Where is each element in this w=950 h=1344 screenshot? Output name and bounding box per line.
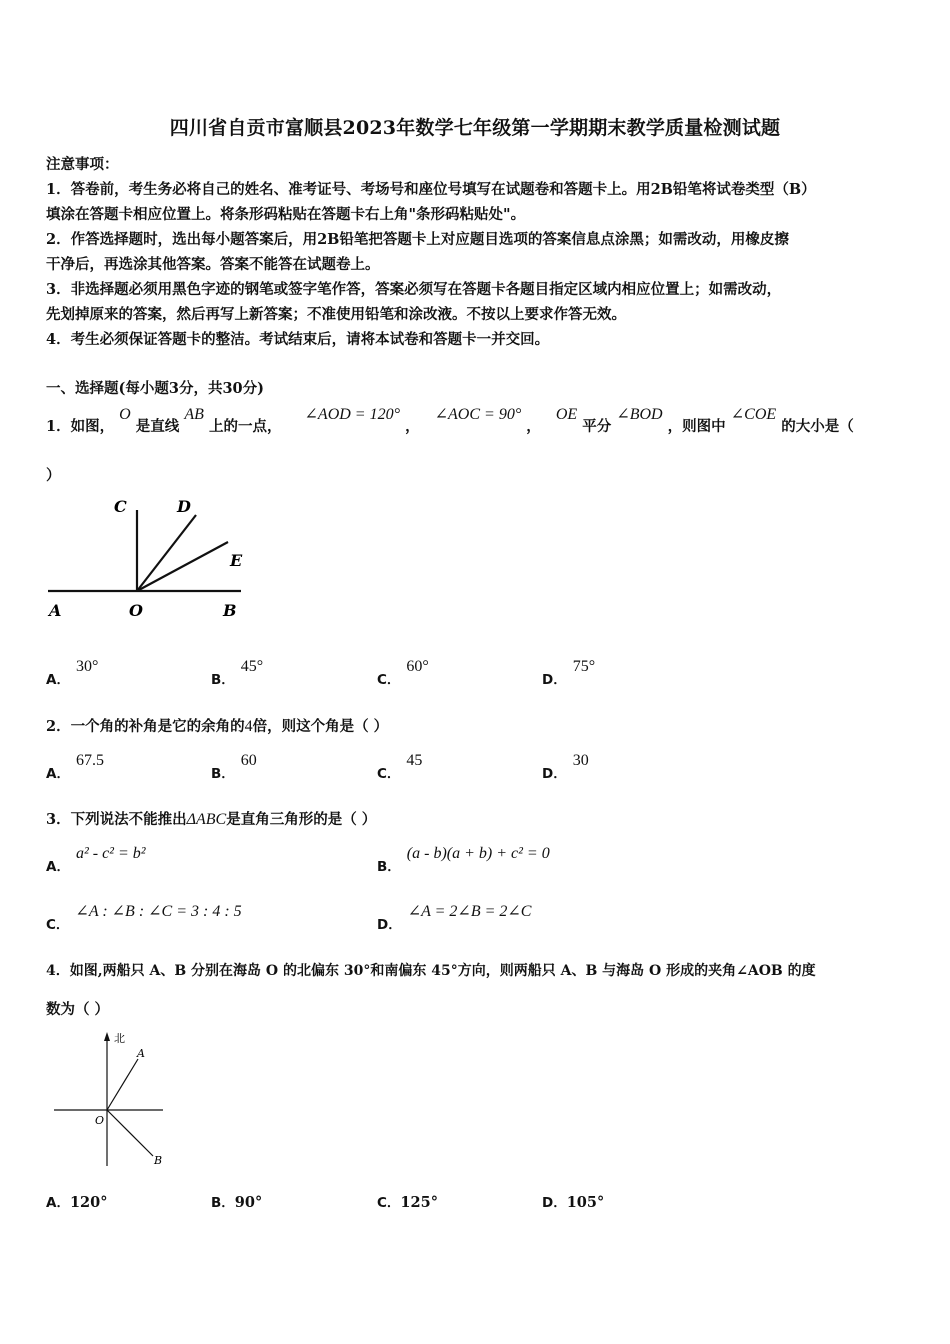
math-o: O <box>119 406 131 423</box>
question-2-stem: 2．一个角的补角是它的余角的4倍，则这个角是（ ） <box>46 718 389 735</box>
notice-line-4: 干净后，再选涂其他答案。答案不能答在试题卷上。 <box>46 256 380 273</box>
fig1-label-a: A <box>49 601 62 620</box>
section-heading: 一、选择题(每小题3分，共30分) <box>46 380 264 397</box>
question-4-figure <box>50 1026 170 1171</box>
fig4-label-north: 北 <box>114 1032 125 1045</box>
math-oe: OE <box>555 406 578 423</box>
notice-heading: 注意事项： <box>46 156 119 173</box>
fig1-label-b: B <box>223 601 237 620</box>
math-ab: AB <box>184 406 204 423</box>
q3-option-a: A．a² - c² = b² <box>46 845 146 875</box>
q2-option-a: A．67.5 <box>46 752 104 782</box>
question-4-stem-line-1: 4．如图,两船只 A、B 分别在海岛 O 的北偏东 30°和南偏东 45°方向，则两船只 A、B 与海岛 O 形成的夹角∠AOB 的度 <box>46 963 816 979</box>
notice-line-1: 1．答卷前，考生务必将自己的姓名、准考证号、考场号和座位号填写在试题卷和答题卡上。用2B铅笔将试卷类型（B） <box>46 181 816 198</box>
fig4-label-b: B <box>154 1154 163 1167</box>
math-aoc: ∠AOC = 90° <box>434 406 522 423</box>
q4-option-b: B．90° <box>211 1194 263 1211</box>
math-aod: ∠AOD = 120° <box>304 406 400 423</box>
question-1-figure <box>46 490 246 625</box>
q4-option-d: D．105° <box>542 1194 605 1211</box>
fig4-label-o: O <box>95 1114 105 1127</box>
q2-option-d: D．30 <box>542 752 589 782</box>
notice-line-3: 2．作答选择题时，选出每小题答案后，用2B铅笔把答题卡上对应题目选项的答案信息点涂黑；如需改动，用橡皮擦 <box>46 231 789 248</box>
math-coe: ∠COE <box>730 406 777 423</box>
notice-line-7: 4．考生必须保证答题卡的整洁。考试结束后，请将本试卷和答题卡一并交回。 <box>46 331 550 348</box>
fig1-label-e: E <box>230 551 243 570</box>
notice-line-2: 填涂在答题卡相应位置上。将条形码粘贴在答题卡右上角"条形码粘贴处"。 <box>46 206 526 223</box>
page-title: 四川省自贡市富顺县2023年数学七年级第一学期期末教学质量检测试题 <box>169 117 781 139</box>
fig1-label-c: C <box>114 497 127 516</box>
fig1-label-o: O <box>129 601 143 620</box>
fig1-label-d: D <box>177 497 191 516</box>
q3-option-c: C．∠A : ∠B : ∠C = 3 : 4 : 5 <box>46 903 242 933</box>
question-4-stem-line-2: 数为（ ） <box>46 1001 110 1018</box>
question-3-stem: 3．下列说法不能推出ΔABC是直角三角形的是（ ） <box>46 811 377 828</box>
q4-option-a: A．120° <box>46 1194 108 1211</box>
fig4-label-a: A <box>137 1047 145 1060</box>
q2-option-c: C．45 <box>377 752 423 782</box>
notice-line-5: 3．非选择题必须用黑色字迹的钢笔或签字笔作答，答案必须写在答题卡各题目指定区域内相应位置上；如需改动， <box>46 281 782 298</box>
q3-option-d: D．∠A = 2∠B = 2∠C <box>377 903 532 933</box>
q1-option-a: A．30° <box>46 658 99 688</box>
math-bod: ∠BOD <box>616 406 663 423</box>
q2-option-b: B．60 <box>211 752 257 782</box>
question-1-close: ） <box>46 467 61 484</box>
q1-option-b: B．45° <box>211 658 264 688</box>
question-1-stem: 1．如图， O 是直线 AB 上的一点， ∠AOD = 120° ， ∠AOC = 90° ， OE 平分 ∠BOD ，则图中 ∠COE 的大小是（ <box>46 406 854 435</box>
q1-option-d: D．75° <box>542 658 596 688</box>
q1-option-c: C．60° <box>377 658 429 688</box>
q3-option-b: B．(a - b)(a + b) + c² = 0 <box>377 845 550 875</box>
notice-line-6: 先划掉原来的答案，然后再写上新答案；不准使用铅笔和涂改液。不按以上要求作答无效。 <box>46 306 626 323</box>
q4-option-c: C．125° <box>377 1194 438 1211</box>
